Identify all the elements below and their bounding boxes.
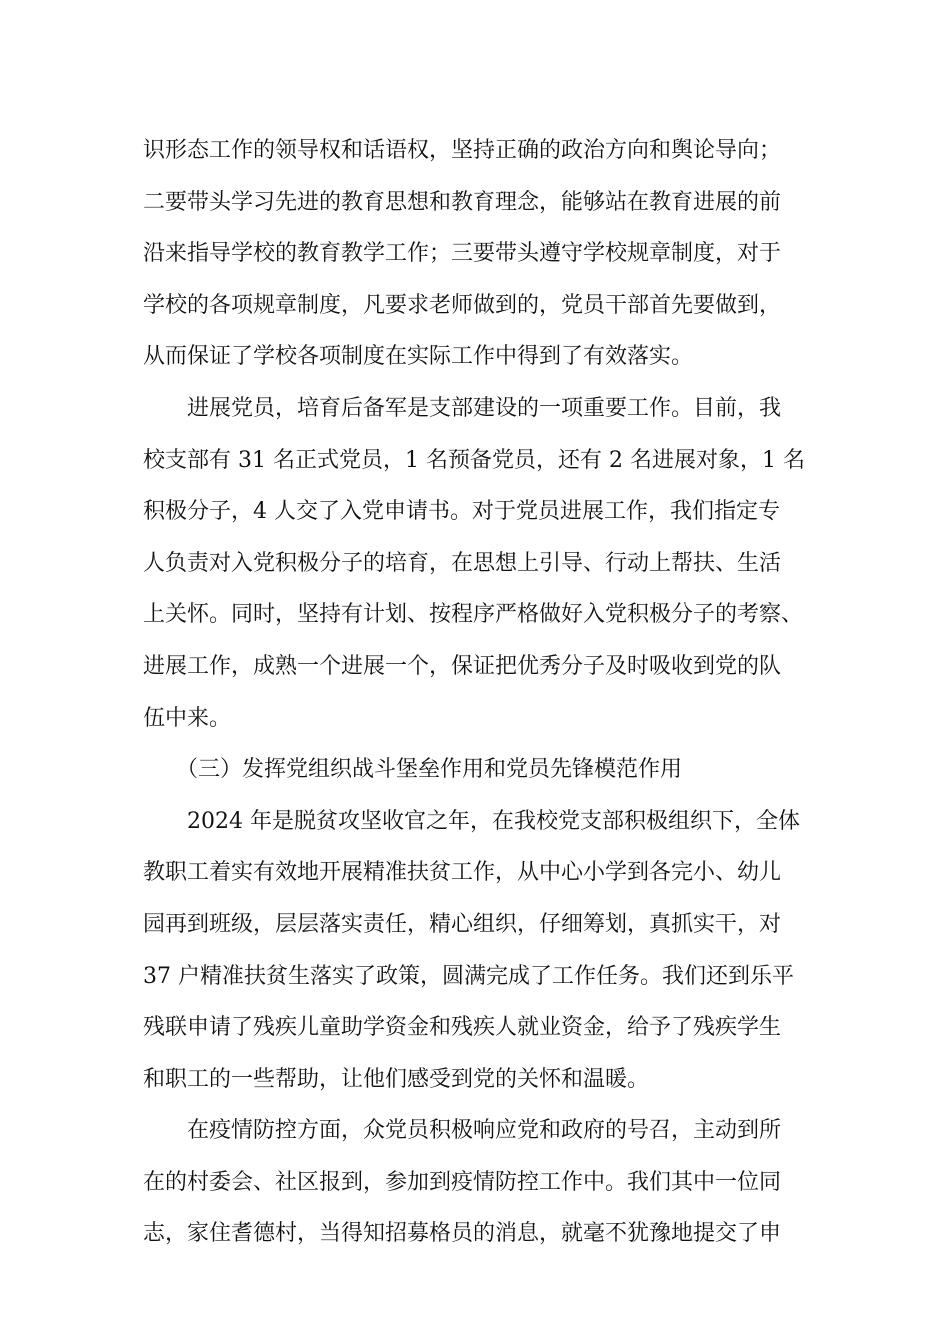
text-line: 进展工作，成熟一个进展一个，保证把优秀分子及时吸收到党的队 (143, 653, 782, 679)
text-line: 沿来指导学校的教育教学工作；三要带头遵守学校规章制度，对于 (143, 241, 782, 267)
text-line: 二要带头学习先进的教育思想和教育理念，能够站在教育进展的前 (143, 189, 782, 215)
paragraph-first-line: 在疫情防控方面，众党员积极响应党和政府的号召，主动到所 (187, 1118, 782, 1144)
text-line: 教职工着实有效地开展精准扶贫工作，从中心小学到各完小、幼儿 (143, 860, 782, 886)
text-line: 园再到班级，层层落实责任，精心组织，仔细筹划，真抓实干，对 (143, 911, 782, 937)
document-body (143, 125, 815, 1260)
text-line: 志，家住耆德村，当得知招募格员的消息，就毫不犹豫地提交了申 (143, 1221, 782, 1247)
text-line: 伍中来。 (143, 705, 232, 731)
text-line: 从而保证了学校各项制度在实际工作中得到了有效落实。 (143, 344, 694, 370)
text-line: 识形态工作的领导权和话语权，坚持正确的政治方向和舆论导向； (143, 138, 782, 163)
text-line: 在的村委会、社区报到，参加到疫情防控工作中。我们其中一位同 (143, 1169, 782, 1195)
paragraph-first-line: 2024 年是脱贫攻坚收官之年，在我校党支部积极组织下，全体 (187, 808, 800, 834)
text-line: 积极分子，4 人交了入党申请书。对于党员进展工作，我们指定专 (143, 499, 780, 525)
text-line: 上关怀。同时，坚持有计划、按程序严格做好入党积极分子的考察、 (143, 602, 804, 628)
text-line: 人负责对入党积极分子的培育，在思想上引导、行动上帮扶、生活 (143, 550, 782, 576)
section-heading: （三）发挥党组织战斗堡垒作用和党员先锋模范作用 (176, 757, 683, 783)
text-line: 校支部有 31 名正式党员，1 名预备党员，还有 2 名进展对象，1 名 (143, 447, 805, 473)
text-line: 和职工的一些帮助，让他们感受到党的关怀和温暖。 (143, 1066, 650, 1092)
text-line: 残联申请了残疾儿童助学资金和残疾人就业资金，给予了残疾学生 (143, 1015, 782, 1041)
paragraph-first-line: 进展党员，培育后备军是支部建设的一项重要工作。目前，我 (187, 395, 782, 421)
text-line: 37 户精准扶贫生落实了政策，圆满完成了工作任务。我们还到乐平 (143, 963, 794, 989)
text-line: 学校的各项规章制度，凡要求老师做到的，党员干部首先要做到， (143, 292, 782, 318)
